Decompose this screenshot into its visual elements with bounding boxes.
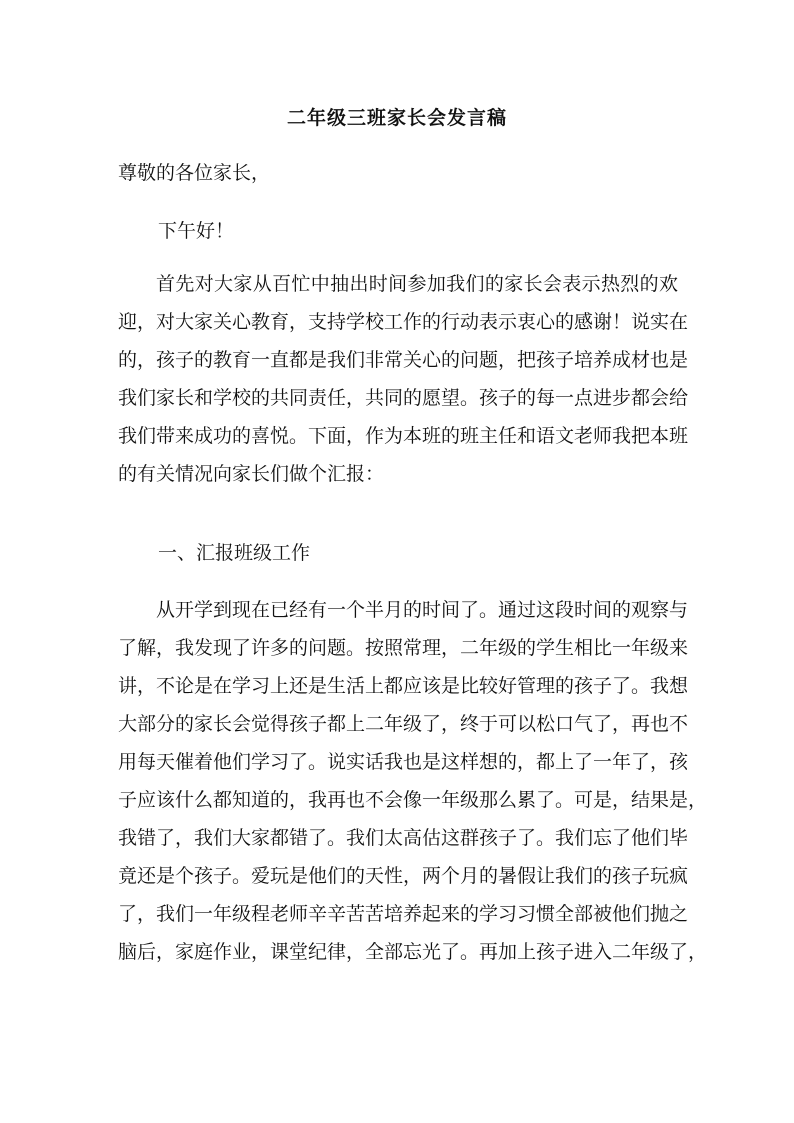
greeting: 下午好！ <box>158 220 235 242</box>
paragraph-line: 从开学到现在已经有一个半月的时间了。通过这段时间的观察与 <box>156 599 689 621</box>
paragraph-line: 我们家长和学校的共同责任，共同的愿望。孩子的每一点进步都会给 <box>118 387 689 409</box>
paragraph-line: 我错了，我们大家都错了。我们太高估这群孩子了。我们忘了他们毕 <box>118 827 689 849</box>
paragraph-opening <box>118 265 689 493</box>
paragraph-line: 我们带来成功的喜悦。下面，作为本班的班主任和语文老师我把本班 <box>118 425 689 447</box>
paragraph-class-report <box>118 591 708 971</box>
paragraph-line: 的，孩子的教育一直都是我们非常关心的问题，把孩子培养成材也是 <box>118 349 689 371</box>
paragraph-line: 了，我们一年级程老师辛辛苦苦培养起来的学习习惯全部被他们抛之 <box>118 903 689 925</box>
paragraph-line: 用每天催着他们学习了。说实话我也是这样想的，都上了一年了，孩 <box>118 751 689 773</box>
paragraph-line: 竟还是个孩子。爱玩是他们的天性，两个月的暑假让我们的孩子玩疯 <box>118 865 689 887</box>
paragraph-line: 迎，对大家关心教育，支持学校工作的行动表示衷心的感谢！说实在 <box>118 311 689 333</box>
paragraph-line: 子应该什么都知道的，我再也不会像一年级那么累了。可是，结果是， <box>118 789 708 811</box>
paragraph-line: 的有关情况向家长们做个汇报： <box>118 463 385 485</box>
paragraph-line: 大部分的家长会觉得孩子都上二年级了，终于可以松口气了，再也不 <box>118 713 689 735</box>
document-title: 二年级三班家长会发言稿 <box>286 107 507 129</box>
section-heading: 一、汇报班级工作 <box>158 542 311 564</box>
paragraph-line: 了解，我发现了许多的问题。按照常理，二年级的学生相比一年级来 <box>118 637 689 659</box>
salutation: 尊敬的各位家长， <box>118 162 271 184</box>
paragraph-line: 脑后，家庭作业，课堂纪律，全部忘光了。再加上孩子进入二年级了， <box>118 941 708 963</box>
paragraph-line: 讲，不论是在学习上还是生活上都应该是比较好管理的孩子了。我想 <box>118 675 689 697</box>
paragraph-line: 首先对大家从百忙中抽出时间参加我们的家长会表示热烈的欢 <box>156 273 678 295</box>
